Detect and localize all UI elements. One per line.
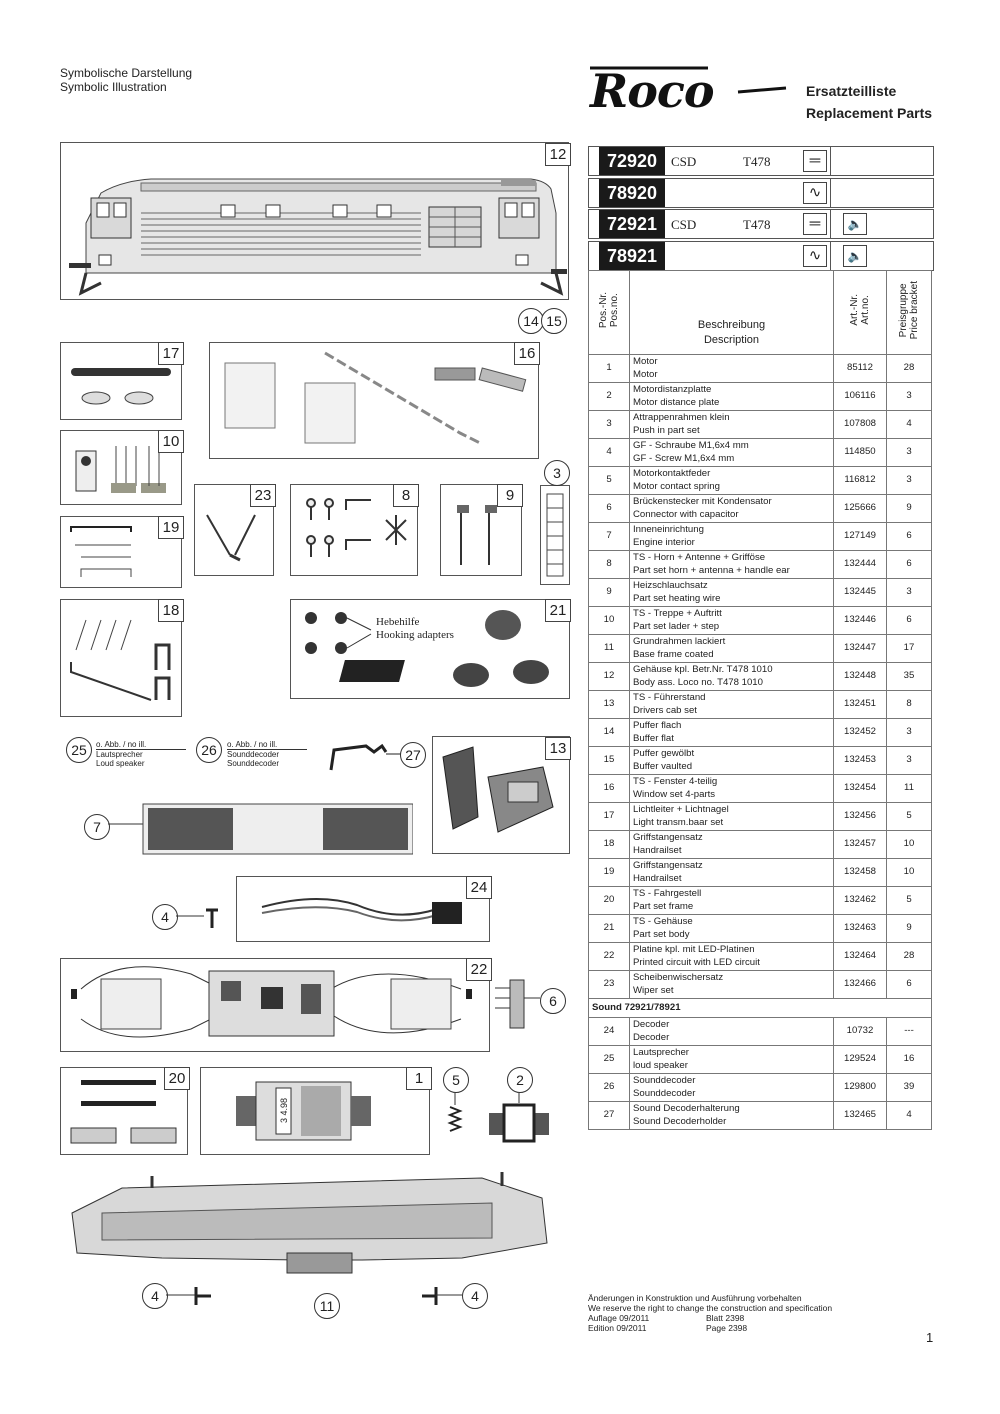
desc-en: Part set heating wire [633, 592, 721, 604]
art-cell: 132445 [834, 579, 887, 607]
tag-1: 1 [406, 1067, 432, 1090]
model-number: 78921 [599, 242, 665, 270]
tag-11: 11 [314, 1293, 340, 1319]
pos-cell: 18 [589, 831, 630, 859]
art-cell: 132446 [834, 607, 887, 635]
art-cell: 132462 [834, 887, 887, 915]
table-row [589, 747, 932, 775]
art-cell: 129800 [834, 1074, 887, 1102]
loco-body-drawing [61, 143, 568, 299]
desc-cell [630, 355, 834, 383]
footer-auflage: Auflage 09/2011 [588, 1313, 650, 1323]
table-row [589, 495, 932, 523]
desc-en: Drivers cab set [633, 704, 697, 716]
tag-9: 9 [497, 484, 523, 507]
desc-cell [630, 439, 834, 467]
table-row [589, 663, 932, 691]
pos-cell: 19 [589, 859, 630, 887]
model-number: 72921 [599, 210, 665, 238]
roco-logo [588, 62, 788, 120]
tag-3: 3 [544, 460, 570, 486]
sound-section-row [589, 999, 932, 1018]
desc-cell [630, 747, 834, 775]
tag-6: 6 [540, 988, 566, 1014]
hooking-adapters-label [376, 616, 454, 642]
tag-19: 19 [158, 516, 184, 539]
desc-en: Handrailset [633, 872, 682, 884]
desc-cell [630, 495, 834, 523]
parts-table [588, 270, 932, 1130]
pos-cell: 16 [589, 775, 630, 803]
art-cell: 132463 [834, 915, 887, 943]
tag-13: 13 [545, 737, 571, 760]
desc-cell [630, 775, 834, 803]
footer-blatt: Blatt 2398 [706, 1313, 745, 1323]
contact-spring-drawing [445, 1093, 465, 1143]
motor-label: 3 4.98 [279, 1098, 289, 1124]
desc-de: TS - Führerstand [633, 692, 706, 703]
tag-16: 16 [514, 342, 540, 365]
symbolic-en: Symbolic Illustration [60, 80, 167, 94]
desc-de: Griffstangensatz [633, 860, 703, 871]
desc-de: Lichtleiter + Lichtnagel [633, 804, 729, 815]
title-en: Replacement Parts [806, 105, 933, 121]
art-cell: 132454 [834, 775, 887, 803]
price-cell: 10 [887, 859, 932, 887]
art-cell: 10732 [834, 1018, 887, 1046]
desc-de: TS - Gehäuse [633, 916, 693, 927]
tag-8: 8 [393, 484, 419, 507]
table-row [589, 1046, 932, 1074]
price-cell: 3 [887, 467, 932, 495]
desc-de: Attrappenrahmen klein [633, 412, 730, 423]
part-box-22 [60, 958, 490, 1052]
desc-cell [630, 1102, 834, 1130]
desc-de: TS - Horn + Antenne + Grifföse [633, 552, 766, 563]
desc-de: Motordistanzplatte [633, 384, 712, 395]
desc-cell [630, 467, 834, 495]
price-cell: 3 [887, 579, 932, 607]
model-number: 78920 [599, 179, 665, 207]
desc-de: Puffer gewölbt [633, 748, 695, 759]
decoder-drawing [237, 877, 489, 941]
price-cell: 3 [887, 439, 932, 467]
art-cell: 106116 [834, 383, 887, 411]
desc-cell [630, 971, 834, 999]
price-cell: 17 [887, 635, 932, 663]
desc-cell [630, 383, 834, 411]
art-cell: 85112 [834, 355, 887, 383]
art-cell: 132451 [834, 691, 887, 719]
price-cell: 35 [887, 663, 932, 691]
art-cell: 132444 [834, 551, 887, 579]
pos-cell: 27 [589, 1102, 630, 1130]
tag-23: 23 [250, 484, 276, 507]
table-header-row [589, 271, 932, 355]
tag-18: 18 [158, 599, 184, 622]
tag-25: 25 [66, 737, 92, 763]
desc-cell [630, 859, 834, 887]
tag-2: 2 [507, 1067, 533, 1093]
note-26: o. Abb. / no ill. Sounddecoder Sounddecoder [227, 740, 307, 768]
table-row [589, 915, 932, 943]
tag-22: 22 [466, 958, 492, 981]
art-cell: 132447 [834, 635, 887, 663]
price-cell: 9 [887, 495, 932, 523]
engine-interior-drawing [108, 796, 413, 861]
table-row [589, 1102, 932, 1130]
part-box-12 [60, 142, 569, 300]
table-row [589, 635, 932, 663]
footer-page: Page 2398 [706, 1323, 748, 1333]
printed-circuit-drawing [61, 959, 489, 1051]
desc-en: Printed circuit with LED circuit [633, 956, 760, 968]
art-cell: 125666 [834, 495, 887, 523]
tag-14: 14 [518, 308, 544, 334]
desc-cell [630, 411, 834, 439]
pos-cell: 10 [589, 607, 630, 635]
pos-cell: 4 [589, 439, 630, 467]
art-cell: 127149 [834, 523, 887, 551]
price-cell: 8 [887, 691, 932, 719]
pos-cell: 11 [589, 635, 630, 663]
desc-cell [630, 523, 834, 551]
art-cell: 132456 [834, 803, 887, 831]
desc-header: Beschreibung Description [630, 271, 834, 355]
pos-cell: 9 [589, 579, 630, 607]
desc-en: Window set 4-parts [633, 788, 716, 800]
tag-10: 10 [158, 430, 184, 453]
desc-de: Scheibenwischersatz [633, 972, 724, 983]
desc-de: Inneneinrichtung [633, 524, 704, 535]
decoder-holder-drawing [326, 742, 406, 772]
table-row [589, 943, 932, 971]
tag-7: 7 [84, 814, 110, 840]
part-box-21 [290, 599, 570, 699]
desc-en: Light transm.baar set [633, 816, 724, 828]
desc-de: Gehäuse kpl. Betr.Nr. T478 1010 [633, 664, 773, 675]
price-cell: 3 [887, 719, 932, 747]
note-25: o. Abb. / no ill. Lautsprecher Loud speaker [96, 740, 186, 768]
desc-en: Wiper set [633, 984, 674, 996]
dc-current-icon: ═ [803, 150, 827, 172]
tag-4-a: 4 [152, 904, 178, 930]
model-railway: CSD [671, 217, 697, 232]
screw-b-drawing [166, 1283, 216, 1311]
tag-15: 15 [541, 308, 567, 334]
desc-en: Sound Decoderholder [633, 1115, 727, 1127]
pos-cell: 1 [589, 355, 630, 383]
table-row [589, 859, 932, 887]
price-cell: 16 [887, 1046, 932, 1074]
desc-en: Part set body [633, 928, 690, 940]
part-box-1 [200, 1067, 430, 1155]
model-class: T478 [743, 154, 771, 169]
model-row [588, 178, 934, 208]
desc-de: TS - Fenster 4-teilig [633, 776, 718, 787]
desc-cell [630, 691, 834, 719]
table-row [589, 691, 932, 719]
desc-de: Brückenstecker mit Kondensator [633, 496, 772, 507]
price-cell: 6 [887, 607, 932, 635]
tag-12: 12 [545, 143, 571, 166]
desc-cell [630, 803, 834, 831]
symbolic-de: Symbolische Darstellung [60, 66, 193, 80]
footer-line-2: We reserve the right to change the construction and specification [588, 1303, 833, 1313]
tag-27: 27 [400, 742, 426, 768]
desc-cell [630, 663, 834, 691]
pos-cell: 15 [589, 747, 630, 775]
desc-de: TS - Fahrgestell [633, 888, 702, 899]
desc-en: Base frame coated [633, 648, 714, 660]
footer-edition: Edition 09/2011 [588, 1323, 647, 1333]
screw-c-drawing [420, 1283, 465, 1311]
pos-cell: 2 [589, 383, 630, 411]
table-row [589, 831, 932, 859]
desc-de: Platine kpl. mit LED-Platinen [633, 944, 755, 955]
pos-header: Pos.-Nr. Pos.no. [589, 271, 630, 355]
price-cell: 9 [887, 915, 932, 943]
price-cell: 28 [887, 355, 932, 383]
desc-de: Lautsprecher [633, 1047, 689, 1058]
title-block [806, 80, 932, 124]
desc-cell [630, 1018, 834, 1046]
model-row [588, 146, 934, 176]
desc-en: GF - Screw M1,6x4 mm [633, 452, 735, 464]
desc-de: Sounddecoder [633, 1075, 696, 1086]
pos-cell: 5 [589, 467, 630, 495]
desc-en: Buffer flat [633, 732, 674, 744]
desc-cell [630, 635, 834, 663]
art-cell: 107808 [834, 411, 887, 439]
desc-de: Sound Decoderhalterung [633, 1103, 740, 1114]
art-cell: 132465 [834, 1102, 887, 1130]
hooking-de: Hebehilfe [376, 616, 420, 628]
desc-en: Connector with capacitor [633, 508, 739, 520]
table-row [589, 1018, 932, 1046]
footer [588, 1293, 832, 1333]
title-de: Ersatzteilliste [806, 83, 897, 99]
art-cell: 132464 [834, 943, 887, 971]
table-row [589, 719, 932, 747]
tag-24: 24 [466, 876, 492, 899]
table-row [589, 607, 932, 635]
desc-de: Motor [633, 356, 658, 367]
table-row [589, 803, 932, 831]
desc-en: Push in part set [633, 424, 700, 436]
push-in-part-drawing [541, 486, 569, 584]
desc-cell [630, 887, 834, 915]
table-row [589, 551, 932, 579]
price-cell: 5 [887, 803, 932, 831]
desc-de: Puffer flach [633, 720, 682, 731]
pos-cell: 23 [589, 971, 630, 999]
part-box-16 [209, 342, 539, 459]
desc-en: Motor contact spring [633, 480, 720, 492]
base-frame-drawing [62, 1168, 562, 1280]
tag-26: 26 [196, 737, 222, 763]
desc-cell [630, 719, 834, 747]
sound-section-title: Sound 72921/78921 [589, 999, 932, 1018]
desc-cell [630, 551, 834, 579]
sound-icon: 🔈 [843, 245, 867, 267]
art-cell: 132448 [834, 663, 887, 691]
pos-cell: 22 [589, 943, 630, 971]
pos-cell: 17 [589, 803, 630, 831]
motor-distance-plate-drawing [484, 1093, 554, 1145]
tag-20: 20 [164, 1067, 190, 1090]
price-cell: 28 [887, 943, 932, 971]
table-row [589, 411, 932, 439]
model-row [588, 209, 934, 239]
motor-drawing [201, 1068, 429, 1154]
desc-cell [630, 579, 834, 607]
pos-cell: 25 [589, 1046, 630, 1074]
model-railway: CSD [671, 154, 697, 169]
price-header: Preisgruppe Price bracket [887, 271, 932, 355]
pos-cell: 13 [589, 691, 630, 719]
price-cell: 5 [887, 887, 932, 915]
price-cell: 39 [887, 1074, 932, 1102]
desc-en: Handrailset [633, 844, 682, 856]
pos-cell: 20 [589, 887, 630, 915]
dc-current-icon: ═ [803, 213, 827, 235]
price-cell: 3 [887, 383, 932, 411]
desc-de: Griffstangensatz [633, 832, 703, 843]
price-cell: 3 [887, 747, 932, 775]
ac-current-icon: ∿ [803, 245, 827, 267]
table-row [589, 523, 932, 551]
model-number: 72920 [599, 147, 665, 175]
pos-cell: 21 [589, 915, 630, 943]
art-cell: 132466 [834, 971, 887, 999]
art-header: Art.-Nr. Art.no. [834, 271, 887, 355]
pos-cell: 7 [589, 523, 630, 551]
pos-cell: 26 [589, 1074, 630, 1102]
desc-en: Motor distance plate [633, 396, 720, 408]
table-row [589, 383, 932, 411]
desc-en: Sounddecoder [633, 1087, 696, 1099]
price-cell: 6 [887, 523, 932, 551]
logo-text: Roco [590, 64, 714, 118]
art-cell: 132458 [834, 859, 887, 887]
art-cell: 116812 [834, 467, 887, 495]
table-row [589, 579, 932, 607]
price-cell: --- [887, 1018, 932, 1046]
pos-cell: 12 [589, 663, 630, 691]
tag-5: 5 [443, 1067, 469, 1093]
pos-cell: 14 [589, 719, 630, 747]
desc-cell [630, 943, 834, 971]
price-cell: 6 [887, 551, 932, 579]
part-box-3 [540, 485, 570, 585]
price-cell: 4 [887, 411, 932, 439]
table-row [589, 467, 932, 495]
art-cell: 114850 [834, 439, 887, 467]
pos-cell: 8 [589, 551, 630, 579]
window-set-drawing [210, 343, 538, 458]
body-part-set-drawing [291, 600, 569, 698]
table-row [589, 1074, 932, 1102]
price-cell: 11 [887, 775, 932, 803]
desc-en: Motor [633, 368, 658, 380]
desc-en: Buffer vaulted [633, 760, 693, 772]
table-row [589, 355, 932, 383]
desc-cell [630, 607, 834, 635]
connector-drawing [495, 978, 540, 1030]
ac-current-icon: ∿ [803, 182, 827, 204]
table-row [589, 971, 932, 999]
price-cell: 6 [887, 971, 932, 999]
desc-en: Part set horn + antenna + handle ear [633, 564, 790, 576]
desc-cell [630, 1074, 834, 1102]
desc-en: Engine interior [633, 536, 695, 548]
desc-de: GF - Schraube M1,6x4 mm [633, 440, 749, 451]
model-row [588, 241, 934, 271]
page-number: 1 [926, 1330, 934, 1345]
part-box-24 [236, 876, 490, 942]
price-cell: 4 [887, 1102, 932, 1130]
art-cell: 132452 [834, 719, 887, 747]
sound-icon: 🔈 [843, 213, 867, 235]
desc-en: Decoder [633, 1031, 670, 1043]
art-cell: 129524 [834, 1046, 887, 1074]
desc-de: Grundrahmen lackiert [633, 636, 726, 647]
table-row [589, 887, 932, 915]
desc-de: Motorkontaktfeder [633, 468, 711, 479]
hooking-en: Hooking adapters [376, 629, 454, 641]
desc-de: Heizschlauchsatz [633, 580, 708, 591]
tag-4-b: 4 [142, 1283, 168, 1309]
desc-en: Part set frame [633, 900, 694, 912]
footer-line-1: Änderungen in Konstruktion und Ausführung vorbehalten [588, 1293, 802, 1303]
desc-en: Body ass. Loco no. T478 1010 [633, 676, 763, 688]
desc-en: loud speaker [633, 1059, 688, 1071]
pos-cell: 3 [589, 411, 630, 439]
desc-cell [630, 831, 834, 859]
tag-21: 21 [545, 599, 571, 622]
model-class: T478 [743, 217, 771, 232]
tag-17: 17 [158, 342, 184, 365]
art-cell: 132457 [834, 831, 887, 859]
desc-de: TS - Treppe + Auftritt [633, 608, 722, 619]
desc-en: Part set lader + step [633, 620, 720, 632]
desc-cell [630, 1046, 834, 1074]
table-row [589, 775, 932, 803]
desc-cell [630, 915, 834, 943]
pos-cell: 6 [589, 495, 630, 523]
desc-de: Decoder [633, 1019, 670, 1030]
table-row [589, 439, 932, 467]
tag-4-c: 4 [462, 1283, 488, 1309]
price-cell: 10 [887, 831, 932, 859]
pos-cell: 24 [589, 1018, 630, 1046]
art-cell: 132453 [834, 747, 887, 775]
screw-a-drawing [176, 906, 226, 930]
